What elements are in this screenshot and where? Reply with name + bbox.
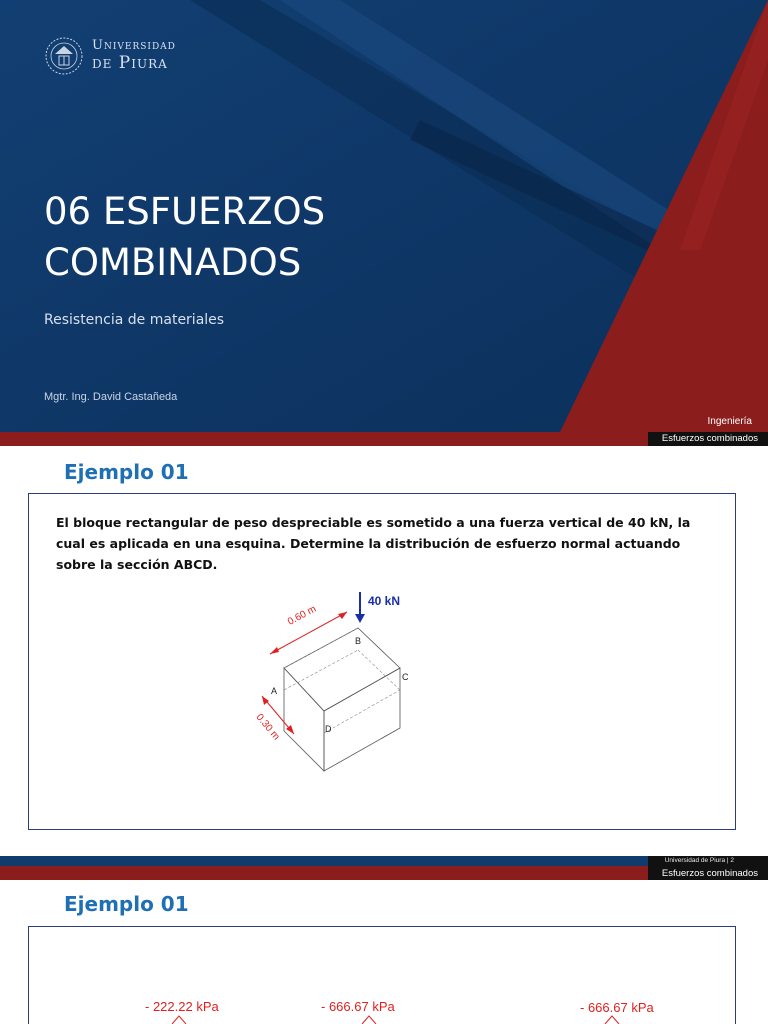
problem-statement: El bloque rectangular de peso despreciable es sometido a una fuerza vertical de 40 kN, la cual es aplicada en una esquina. Determine la distribución de esfuerzo normal actuando sobre la sección ABCD. — [56, 515, 691, 572]
title-line2: COMBINADOS — [44, 241, 302, 284]
force-arrow-head — [355, 614, 365, 623]
slide-title: Ejemplo 01 — [64, 460, 189, 484]
presentation-subtitle: Resistencia de materiales — [44, 312, 225, 328]
presentation-title — [44, 186, 325, 288]
logo-line1: Universidad — [92, 38, 176, 53]
stress-label: - 666.67 kPa — [580, 1000, 654, 1015]
dimension-label-length: 0.60 m — [286, 603, 319, 628]
faculty-tag: Ingeniería — [707, 416, 752, 427]
stress-label: - 666.67 kPa — [321, 999, 395, 1014]
example-slide — [0, 446, 768, 856]
stress-arrow — [172, 1016, 186, 1024]
slide-title-2: Ejemplo 01 — [64, 892, 189, 916]
logo-line2: de Piura — [92, 53, 168, 73]
footer-text: Esfuerzos combinados — [661, 433, 758, 444]
slide-divider — [0, 856, 768, 880]
divider-footer-text: Esfuerzos combinados — [661, 868, 758, 879]
stress-label: - 222.22 kPa — [145, 999, 219, 1014]
logo-wordmark — [92, 38, 176, 73]
force-label: 40 kN — [368, 594, 401, 608]
example-solution-slide — [0, 880, 768, 1024]
university-logo — [44, 34, 84, 82]
stress-arrow — [362, 1016, 376, 1024]
title-line1: 06 ESFUERZOS — [44, 190, 326, 233]
point-label-c: C — [402, 672, 409, 682]
author-name: Mgtr. Ing. David Castañeda — [44, 391, 178, 403]
stress-arrow — [605, 1016, 619, 1024]
point-label-a: A — [271, 686, 278, 696]
seal-icon — [44, 34, 84, 78]
cover-slide — [0, 0, 768, 446]
stress-arrows — [0, 1014, 768, 1024]
point-label-d: D — [325, 724, 332, 734]
point-label-b: B — [355, 636, 362, 646]
page-label: Universidad de Piura | 2 — [664, 857, 734, 864]
dimension-label-width: 0.30 m — [253, 712, 282, 743]
